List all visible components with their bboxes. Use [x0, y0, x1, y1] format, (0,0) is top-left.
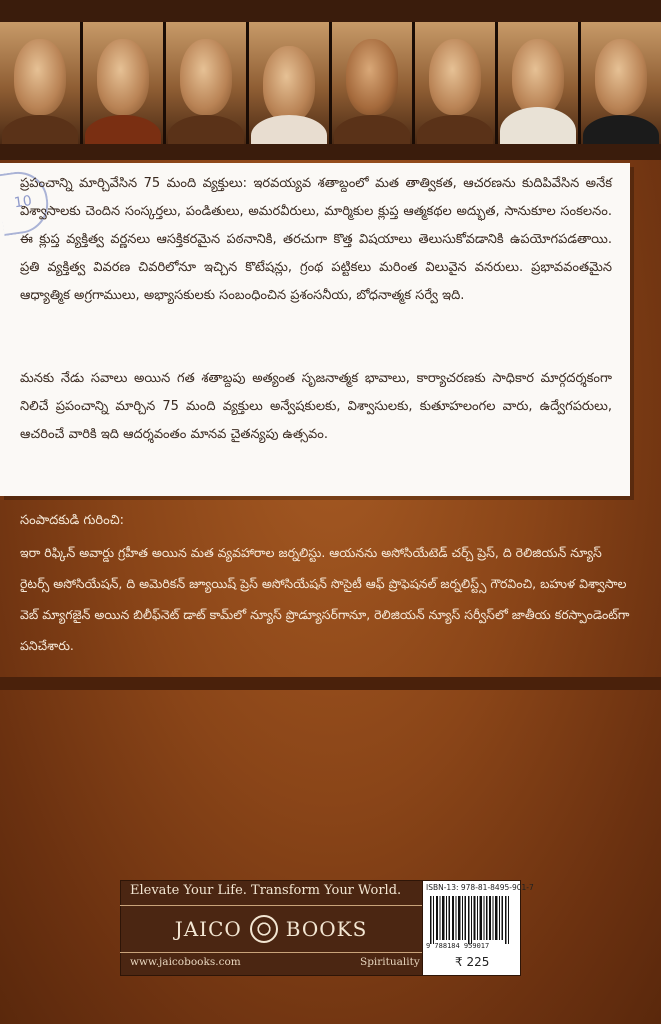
portrait-photo: [415, 22, 495, 144]
portrait-photo: [581, 22, 661, 144]
about-editor-text: ఇరా రిఫ్కిన్ అవార్డు గ్రహీత అయిన మత వ్యవహారాల జర్నలిస్టు. ఆయనను అసోసియేటెడ్ చర్చ్ ప్రెస్, ది రెలిజియన్ న్యూస్ రైటర్స్ అసోసియేషన్, ది అమెరికన్ జ్యూయిష్ ప్రెస్ అసోసియేషన్ సొసైటీ ఆఫ్ ప్రొఫెషనల్ జర్నలిస్ట్స్ గౌరవించి, బహుళ విశ్వాసాల వెబ్ మ్యాగజైన్ అయిన బిలీఫ్‌నెట్ డాట్ కామ్‌లో న్యూస్ ప్రొడ్యూసర్‌గానూ, రెలిజియన్ న్యూస్ సర్వీస్‌లో జాతీయ కరస్పాండెంట్‌గా పనిచేశారు.: [20, 545, 630, 653]
portrait-photo: [83, 22, 163, 144]
portrait-photo: [249, 22, 329, 144]
price-label: ₹ 225: [455, 955, 490, 969]
portrait-photo: [166, 22, 246, 144]
publisher-tagline: Elevate Your Life. Transform Your World.: [130, 883, 402, 898]
portrait-photo: [498, 22, 578, 144]
publisher-website: www.jaicobooks.com: [130, 956, 241, 968]
wheel-icon: [250, 915, 278, 943]
book-category: Spirituality: [360, 956, 420, 968]
brand-left: JAICO: [174, 917, 242, 941]
description-paragraph-1: ప్రపంచాన్ని మార్చివేసిన 75 మంది వ్యక్తులు: ఇరవయ్యవ శతాబ్దంలో మత తాత్వికత, ఆచరణను కుదిపివేసిన అనేక విశ్వాసాలకు చెందిన సంస్కర్తలు, పండితులు, అమరవీరులు, మార్మికుల క్లుప్త ఆత్మకథల అద్భుత, సానుకూల సంకలనం. ఈ క్లుప్త వ్యక్తిత్వ వర్ణనలు ఆసక్తికరమైన పఠనానికి, తరచుగా కొత్త విషయాలు తెలుసుకోవడానికి ఉపయోగపడతాయి. ప్రతి వ్యక్తిత్వ వివరణ చివరిలోనూ ఇచ్చిన కొటేషన్లు, గ్రంథ పట్టికలు మరింత విలువైన వనరులు. ప్రభావవంతమైన ఆధ్యాత్మిక అగ్రగాములు, అభ్యాసకులకు సంబంధించిన ప్రశంసనీయ, బోధనాత్మక సర్వే ఇది.: [20, 176, 612, 303]
barcode-icon: [430, 896, 510, 944]
brand-right: BOOKS: [285, 917, 368, 941]
divider-band: [0, 677, 661, 690]
portrait-strip: [0, 22, 661, 144]
about-editor-heading: సంపాదకుడి గురించి:: [20, 513, 125, 528]
isbn-text: ISBN-13: 978-81-8495-901-7: [426, 883, 534, 892]
publisher-logo: [120, 905, 422, 953]
barcode-digits: 9 788184 959017: [426, 942, 490, 950]
description-paragraph-2: మనకు నేడు సవాలు అయిన గత శతాబ్దపు అత్యంత సృజనాత్మక భావాలు, కార్యాచరణకు సాధికార మార్గదర్శకంగా నిలిచే ప్రపంచాన్ని మార్చిన 75 మంది వ్యక్తులు అన్వేషకులకు, విశ్వాసులకు, కుతూహలంగల వారు, ఉద్వేగపరులు, ఆచరించే వారికి ఇది ఆదర్శవంతం మానవ చైతన్యపు ఉత్సవం.: [20, 371, 612, 442]
portrait-photo: [332, 22, 412, 144]
handwritten-stamp: 10: [0, 168, 52, 236]
portrait-photo: [0, 22, 80, 144]
